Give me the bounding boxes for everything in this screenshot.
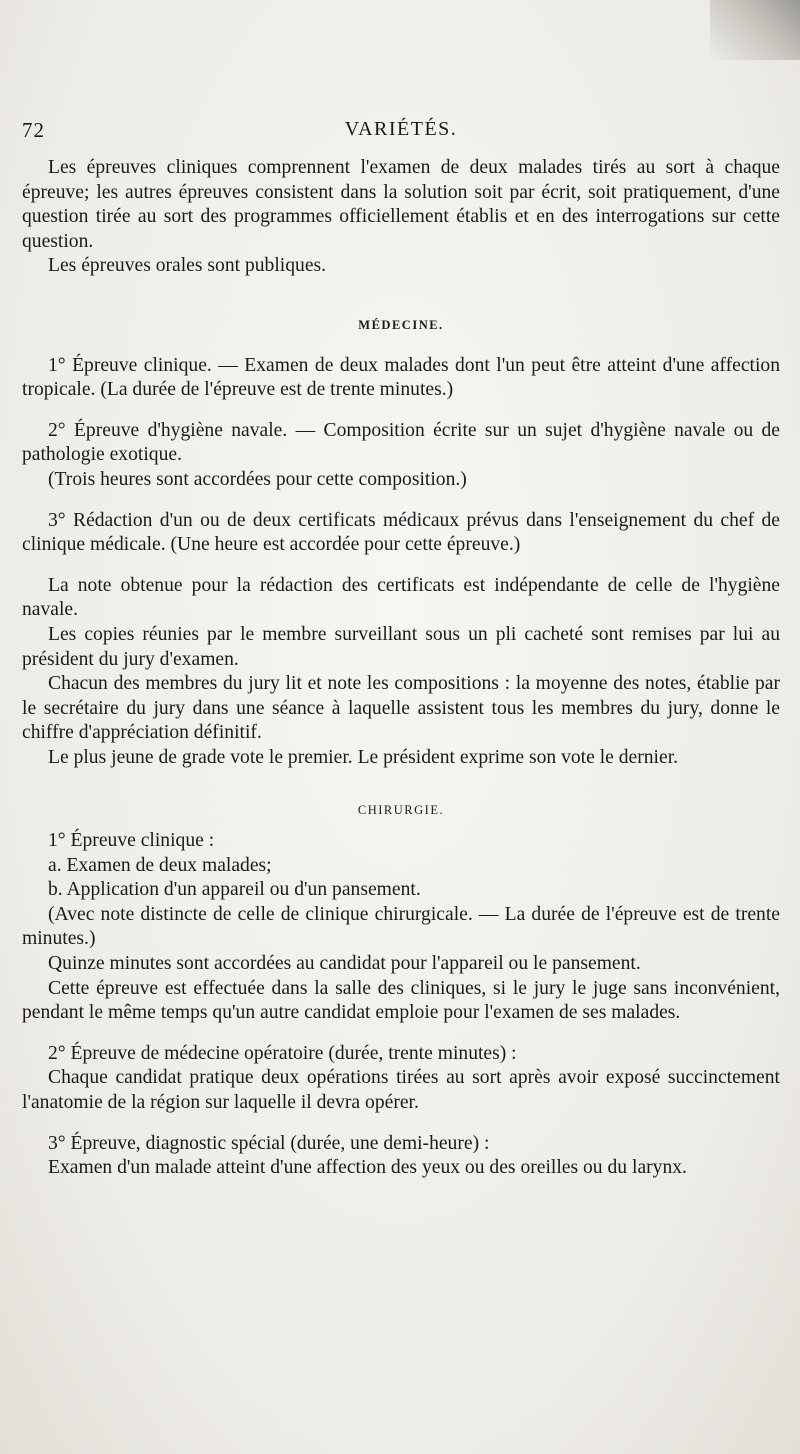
chirurgie-item: a. Examen de deux malades;	[48, 854, 272, 876]
intro-paragraph: Les épreuves cliniques comprennent l'examen de deux malades tirés au sort à chaque épreuve; les autres épreuves consistent dans la solution soit par écrit, soit pratiquement, d'une question tirée au sort des programmes officiellement établis et en des interrogations sur cette question.	[22, 157, 780, 252]
chirurgie-item: Chaque candidat pratique deux opérations tirées au sort après avoir exposé succinctement l'anatomie de la région sur laquelle il devra opérer.	[22, 1067, 780, 1113]
chirurgie-item: Examen d'un malade atteint d'une affection des yeux ou des oreilles ou du larynx.	[48, 1157, 687, 1179]
medecine-item: 2° Épreuve d'hygiène navale. — Composition écrite sur un sujet d'hygiène navale ou de pathologie exotique.	[22, 419, 780, 466]
section-title-chirurgie: CHIRURGIE.	[357, 803, 445, 818]
chirurgie-item: b. Application d'un appareil ou d'un pansement.	[48, 879, 421, 901]
chirurgie-item: 1° Épreuve clinique :	[48, 830, 215, 852]
page-number: 72	[22, 118, 45, 142]
running-title: VARIÉTÉS.	[344, 118, 458, 140]
medecine-item: 1° Épreuve clinique. — Examen de deux malades dont l'un peut être atteint d'une affection tropicale. (La durée de l'épreuve est de trente minutes.)	[22, 354, 780, 401]
intro-paragraph: Les épreuves orales sont publiques.	[48, 255, 327, 277]
chirurgie-item: Cette épreuve est effectuée dans la salle des cliniques, si le jury le juge sans inconvénient, pendant le même temps qu'un autre candidat emploie pour l'examen de ses malades.	[22, 977, 780, 1024]
chirurgie-item: (Avec note distincte de celle de clinique chirurgicale. — La durée de l'épreuve est de trente minutes.)	[22, 903, 780, 950]
chirurgie-item: 2° Épreuve de médecine opératoire (durée, trente minutes) :	[48, 1042, 517, 1064]
medecine-item: 3° Rédaction d'un ou de deux certificats médicaux prévus dans l'enseignement du chef de clinique médicale. (Une heure est accordée pour cette épreuve.)	[22, 509, 780, 556]
medecine-paragraph: Les copies réunies par le membre surveillant sous un pli cacheté sont remises par lui au président du jury d'examen.	[22, 623, 780, 670]
medecine-item: (Trois heures sont accordées pour cette composition.)	[48, 468, 467, 490]
chirurgie-item: 3° Épreuve, diagnostic spécial (durée, une demi-heure) :	[48, 1132, 490, 1154]
page-body	[22, 156, 780, 1181]
scan-shadow	[710, 0, 800, 60]
page-header	[22, 118, 780, 148]
medecine-paragraph: La note obtenue pour la rédaction des certificats est indépendante de celle de l'hygiène navale.	[22, 574, 780, 621]
medecine-paragraph: Chacun des membres du jury lit et note les compositions : la moyenne des notes, établie par le secrétaire du jury dans une séance à laquelle assistent tous les membres du jury, donne le chiffre d'appréciation définitif.	[22, 673, 780, 744]
section-title-medecine: MÉDECINE.	[358, 317, 444, 332]
medecine-paragraph: Le plus jeune de grade vote le premier. Le président exprime son vote le dernier.	[48, 746, 679, 768]
chirurgie-item: Quinze minutes sont accordées au candidat pour l'appareil ou le pansement.	[48, 953, 641, 975]
